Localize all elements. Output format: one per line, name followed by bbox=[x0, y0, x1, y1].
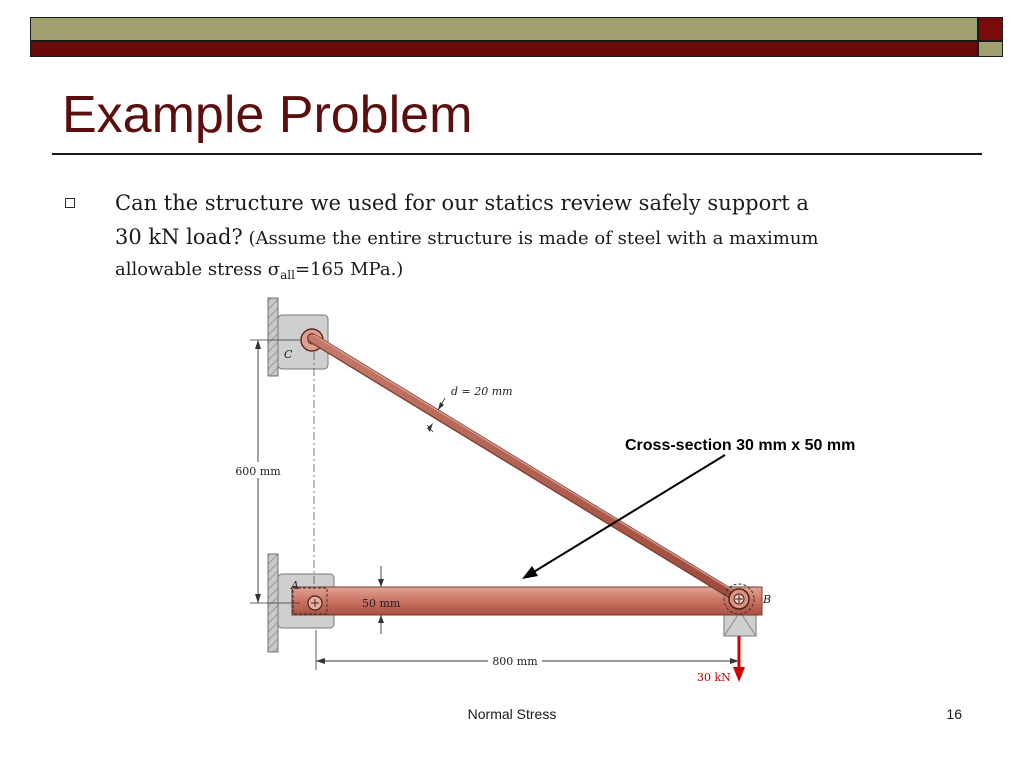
assumption-note-2: allowable stress σ bbox=[115, 259, 281, 280]
span-dimension-label: 800 mm bbox=[492, 655, 538, 668]
label-b: B bbox=[763, 593, 772, 606]
annotation-arrow bbox=[522, 455, 725, 579]
bullet-line-1: Can the structure we used for our statics review safely support a bbox=[115, 191, 809, 215]
rod-diameter-label: d = 20 mm bbox=[451, 385, 513, 398]
load-label: 30 kN bbox=[697, 671, 731, 684]
load-question: 30 kN load? bbox=[115, 225, 243, 249]
label-a: A bbox=[291, 579, 299, 592]
sigma-subscript: all bbox=[280, 268, 295, 282]
assumption-note-3: =165 MPa.) bbox=[294, 259, 404, 280]
rod-bc bbox=[312, 335, 740, 598]
cross-section-annotation: Cross-section 30 mm x 50 mm bbox=[625, 437, 856, 454]
page-number: 16 bbox=[946, 706, 962, 722]
assumption-note-1: (Assume the entire structure is made of steel with a maximum bbox=[242, 228, 819, 249]
depth-dimension-label: 50 mm bbox=[362, 597, 401, 610]
height-dimension-label: 600 mm bbox=[235, 465, 281, 478]
label-c: C bbox=[284, 348, 293, 361]
slide-title: Example Problem bbox=[62, 86, 473, 144]
load-arrow bbox=[733, 636, 745, 682]
footer-title: Normal Stress bbox=[467, 706, 557, 722]
